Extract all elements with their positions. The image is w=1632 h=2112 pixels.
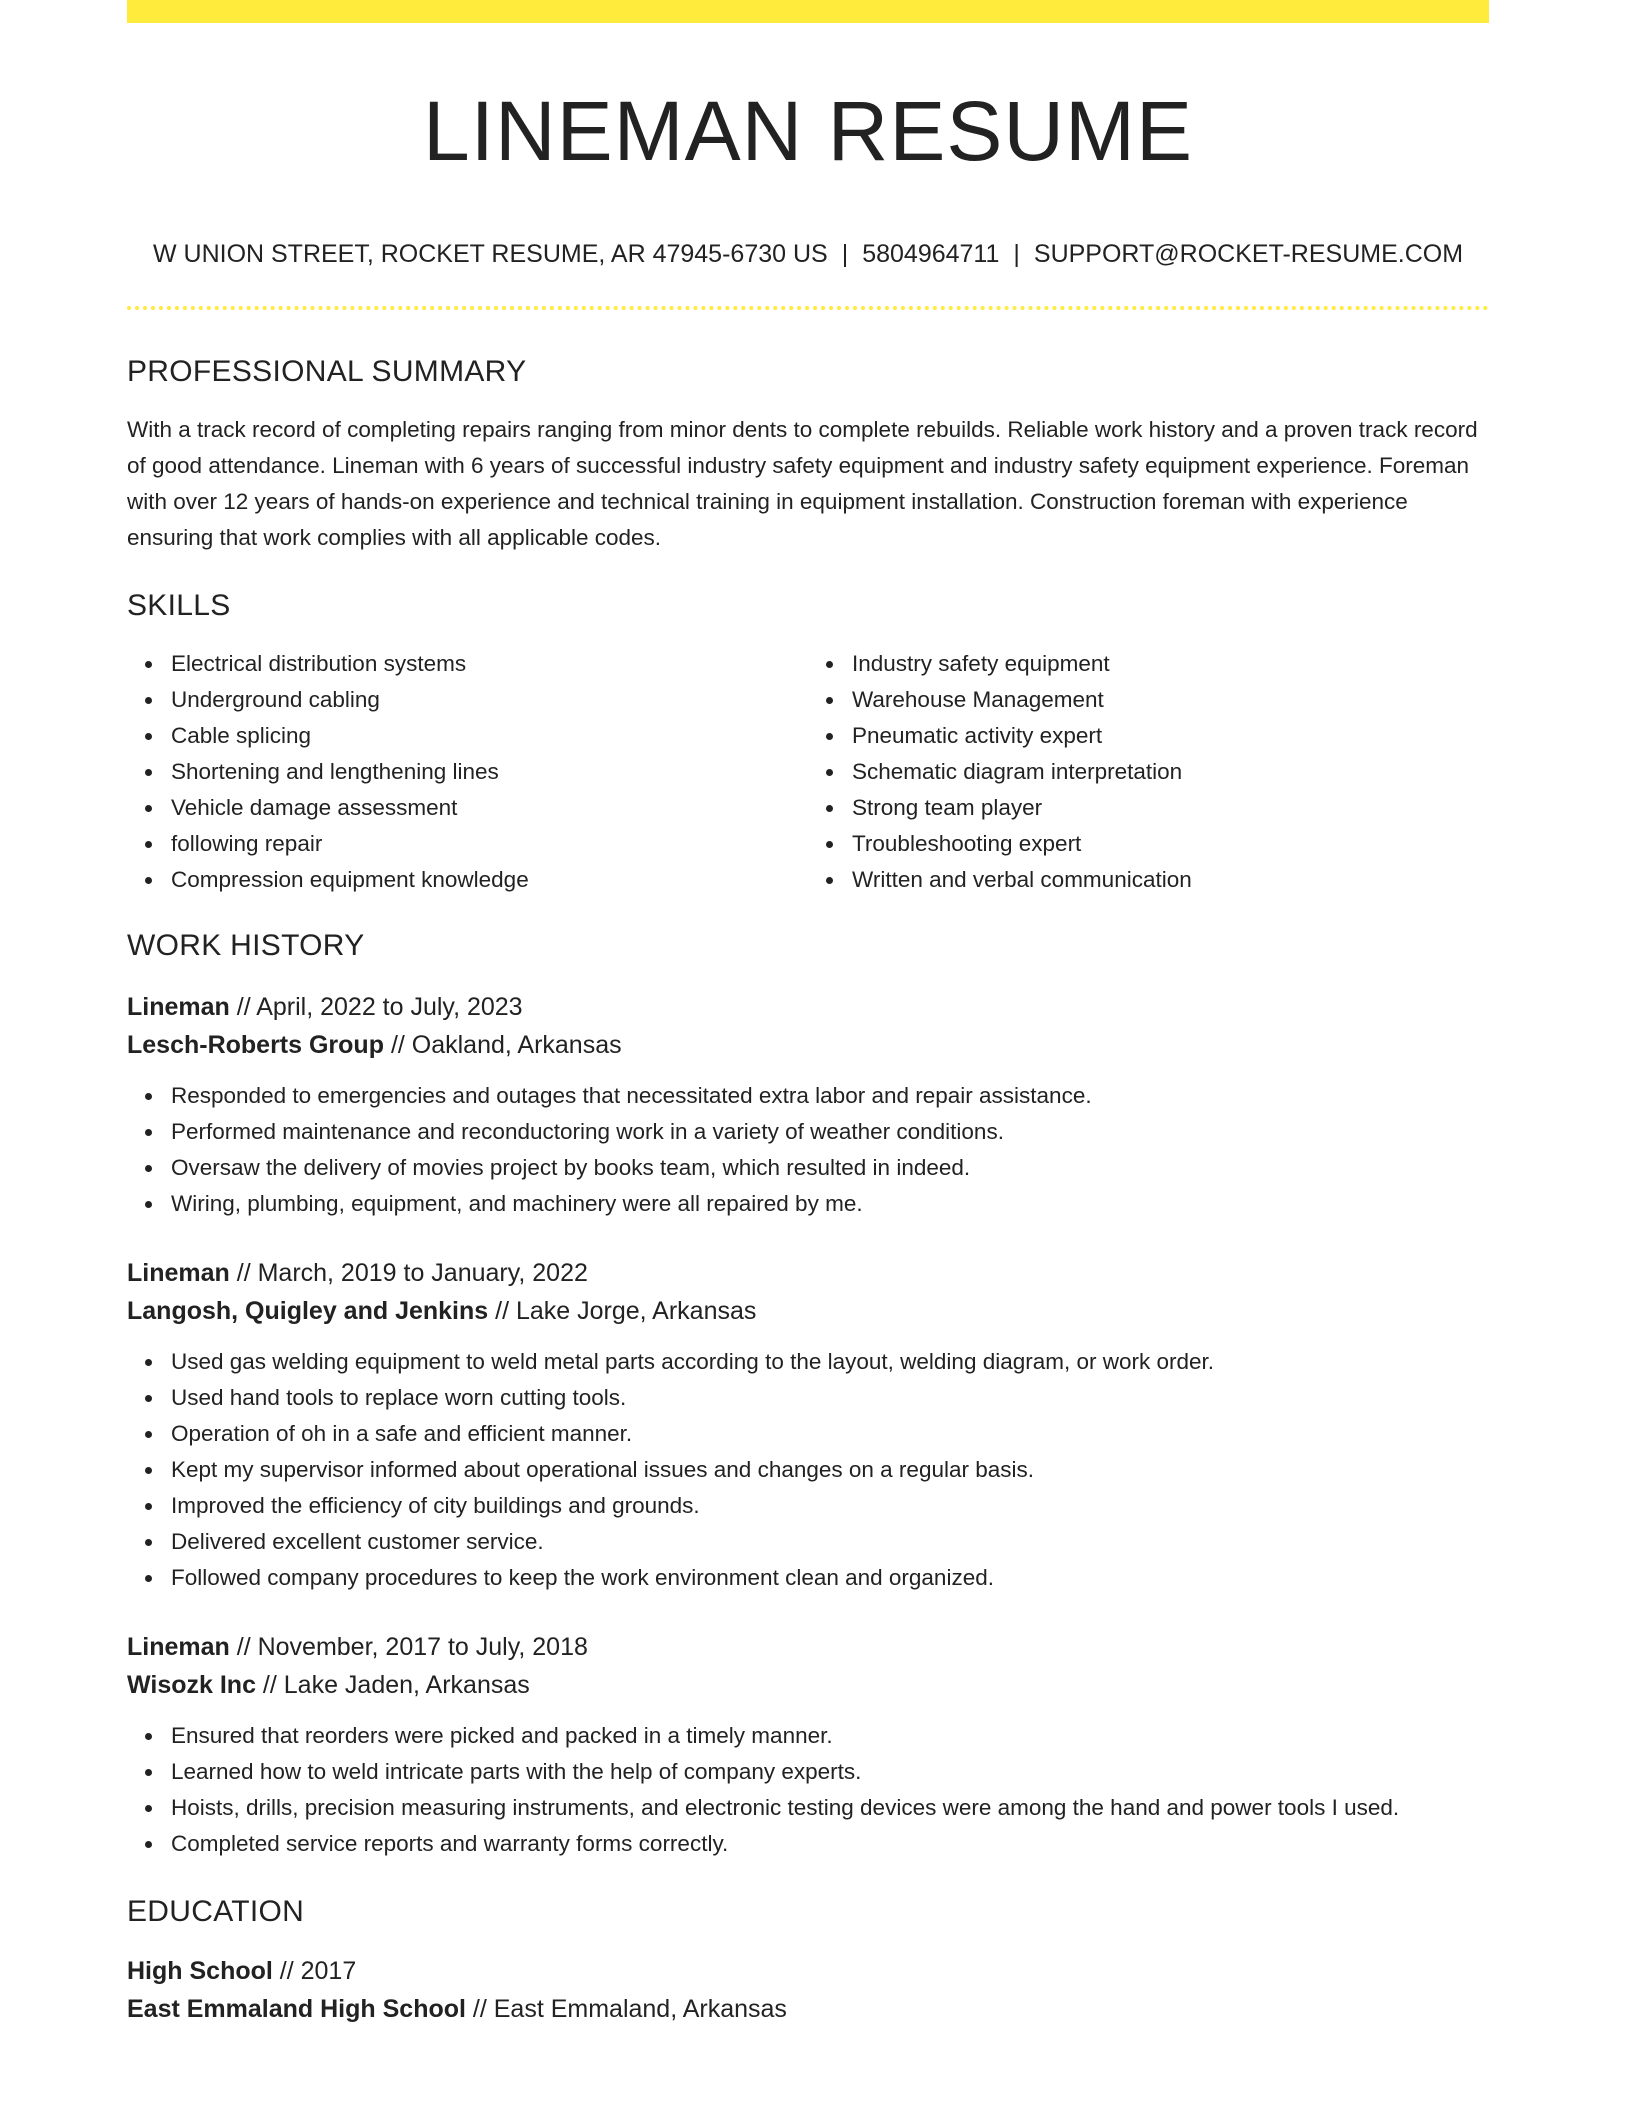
job-bullets — [127, 1078, 1489, 1222]
summary-text: With a track record of completing repairs ranging from minor dents to complete rebuilds. Reliable work history and a proven track record of good attendance. Lineman with 6 years of successful industry safety equipment and industry safety equipment experience. Foreman with over 12 years of hands-on experience and technical training in equipment installation. Construction foreman with experience ensuring that work complies with all applicable codes. — [127, 417, 1478, 550]
skill-item: Pneumatic activity expert — [852, 718, 1489, 754]
skill-item: Warehouse Management — [852, 682, 1489, 718]
job-bullet: Responded to emergencies and outages that necessitated extra labor and repair assistance. — [171, 1078, 1489, 1114]
job-bullet: Operation of oh in a safe and efficient manner. — [171, 1416, 1489, 1452]
job-dates: // March, 2019 to January, 2022 — [236, 1259, 588, 1287]
job-title-line — [127, 1628, 1489, 1666]
job-company: Wisozk Inc — [127, 1671, 256, 1699]
job-bullet: Hoists, drills, precision measuring instruments, and electronic testing devices were among the hand and power tools I used. — [171, 1790, 1489, 1826]
job-bullet: Kept my supervisor informed about operational issues and changes on a regular basis. — [171, 1452, 1489, 1488]
job-bullet: Used gas welding equipment to weld metal parts according to the layout, welding diagram, or work order. — [171, 1344, 1489, 1380]
accent-top-bar — [127, 0, 1489, 23]
job-dates: // April, 2022 to July, 2023 — [236, 993, 523, 1021]
job-bullet: Oversaw the delivery of movies project by books team, which resulted in indeed. — [171, 1150, 1489, 1186]
contact-line — [127, 239, 1489, 269]
skill-item: Schematic diagram interpretation — [852, 754, 1489, 790]
education-degree: High School — [127, 1957, 273, 1985]
skill-item: Compression equipment knowledge — [171, 862, 808, 898]
job-company-line — [127, 1292, 1489, 1330]
work-history-heading: WORK HISTORY — [127, 929, 365, 962]
skill-item: Shortening and lengthening lines — [171, 754, 808, 790]
skill-item: Strong team player — [852, 790, 1489, 826]
job-dates: // November, 2017 to July, 2018 — [236, 1633, 588, 1661]
skill-item: Written and verbal communication — [852, 862, 1489, 898]
education-entry — [127, 1952, 1489, 2028]
job-bullet: Delivered excellent customer service. — [171, 1524, 1489, 1560]
job-location: // Oakland, Arkansas — [390, 1031, 622, 1059]
job-bullet: Used hand tools to replace worn cutting tools. — [171, 1380, 1489, 1416]
contact-address: W UNION STREET, ROCKET RESUME, AR 47945-6730 US — [152, 240, 828, 268]
skills-list-left — [127, 646, 808, 898]
job-bullet: Wiring, plumbing, equipment, and machinery were all repaired by me. — [171, 1186, 1489, 1222]
contact-separator: | — [841, 240, 849, 268]
summary-heading: PROFESSIONAL SUMMARY — [127, 355, 527, 388]
skills-list-right — [808, 646, 1489, 898]
contact-phone[interactable]: 5804964711 — [862, 240, 1000, 268]
job-bullet: Improved the efficiency of city buildings and grounds. — [171, 1488, 1489, 1524]
contact-email[interactable]: SUPPORT@ROCKET-RESUME.COM — [1033, 240, 1464, 268]
skill-item: Vehicle damage assessment — [171, 790, 808, 826]
job-bullet: Completed service reports and warranty forms correctly. — [171, 1826, 1489, 1862]
job-location: // Lake Jaden, Arkansas — [262, 1671, 530, 1699]
job-bullet: Followed company procedures to keep the work environment clean and organized. — [171, 1560, 1489, 1596]
job-location: // Lake Jorge, Arkansas — [495, 1297, 757, 1325]
resume-content — [127, 23, 1489, 2028]
job-bullet: Performed maintenance and reconductoring work in a variety of weather conditions. — [171, 1114, 1489, 1150]
job-company-line — [127, 1026, 1489, 1064]
job-title-line — [127, 1254, 1489, 1292]
dotted-divider — [127, 306, 1489, 310]
education-location: // East Emmaland, Arkansas — [472, 1995, 787, 2023]
job-title: Lineman — [127, 993, 230, 1021]
job-bullet: Ensured that reorders were picked and packed in a timely manner. — [171, 1718, 1489, 1754]
job-title: Lineman — [127, 1633, 230, 1661]
job-title-line — [127, 988, 1489, 1026]
skill-item: Electrical distribution systems — [171, 646, 808, 682]
job-company-line — [127, 1666, 1489, 1704]
education-heading: EDUCATION — [127, 1895, 305, 1928]
skills-heading: SKILLS — [127, 589, 231, 622]
job-company: Lesch-Roberts Group — [127, 1031, 384, 1059]
skill-item: Underground cabling — [171, 682, 808, 718]
skill-item: following repair — [171, 826, 808, 862]
job-company: Langosh, Quigley and Jenkins — [127, 1297, 489, 1325]
job-bullet: Learned how to weld intricate parts with the help of company experts. — [171, 1754, 1489, 1790]
skill-item: Industry safety equipment — [852, 646, 1489, 682]
education-school: East Emmaland High School — [127, 1995, 466, 2023]
education-school-line — [127, 1990, 1489, 2028]
job-bullets — [127, 1344, 1489, 1596]
skill-item: Troubleshooting expert — [852, 826, 1489, 862]
skill-item: Cable splicing — [171, 718, 808, 754]
job-entry — [127, 988, 1489, 1222]
job-entry — [127, 1254, 1489, 1596]
skills-columns — [127, 646, 1489, 898]
contact-separator: | — [1013, 240, 1020, 268]
job-bullets — [127, 1718, 1489, 1862]
job-title: Lineman — [127, 1259, 230, 1287]
education-degree-line — [127, 1952, 1489, 1990]
education-year: // 2017 — [279, 1957, 357, 1985]
job-entry — [127, 1628, 1489, 1862]
resume-title: LINEMAN RESUME — [422, 84, 1194, 178]
